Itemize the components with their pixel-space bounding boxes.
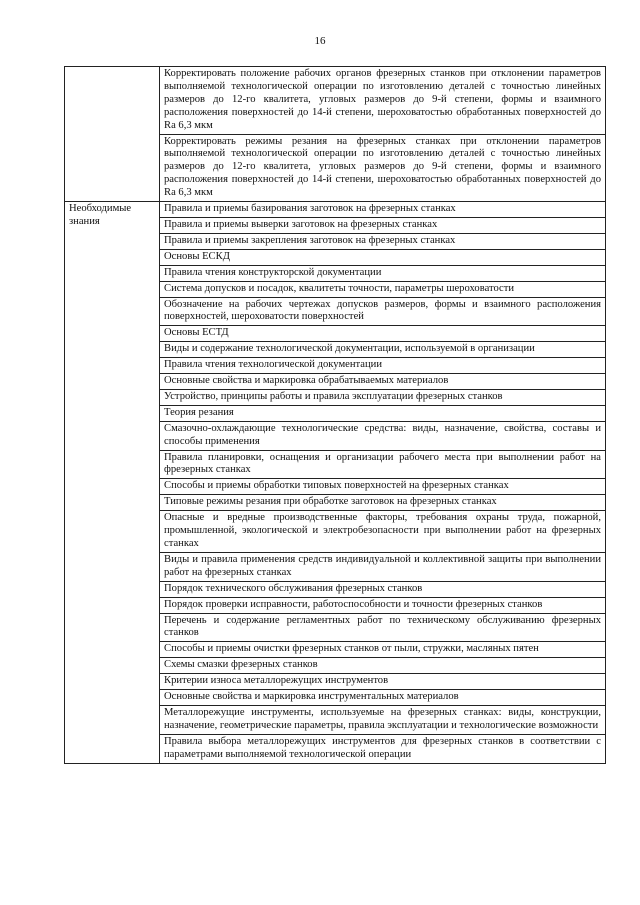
knowledge-cell-text: Порядок проверки исправности, работоспособности и точности фрезерных станков xyxy=(164,598,543,610)
knowledge-cell-text: Перечень и содержание регламентных работ по техническому обслуживанию фрезерных станков xyxy=(164,614,601,639)
knowledge-cell-text: Способы и приемы очистки фрезерных станков от пыли, стружки, масляных пятен xyxy=(164,643,539,655)
page-number: 16 xyxy=(314,35,326,47)
knowledge-cell xyxy=(160,389,606,405)
skill-cell xyxy=(160,67,606,135)
skill-cell xyxy=(160,134,606,202)
knowledge-cell-text: Опасные и вредные производственные факторы, требования охраны труда, пожарной, промышленной, экологической и электробезопасности при выполнении работ на фрезерных станках xyxy=(164,512,601,549)
knowledge-cell-text: Правила чтения технологической документации xyxy=(164,359,382,371)
knowledge-cell xyxy=(160,358,606,374)
knowledge-cell-text: Схемы смазки фрезерных станков xyxy=(164,659,318,671)
skills-label-cell xyxy=(65,67,160,202)
knowledge-cell xyxy=(160,597,606,613)
skill-cell-text: Корректировать положение рабочих органов фрезерных станков при отклонении параметров выполняемой технологической операции по изготовлению деталей с точностью линейных размеров до 12-го квалитета, угловых размеров до 9-й степени, формы и взаимного расположения поверхностей до 14-й степени, шероховатостью обработанных поверхностей до Ra 6,3 мкм xyxy=(164,68,601,131)
knowledge-cell xyxy=(160,552,606,581)
knowledge-cell-text: Теория резания xyxy=(164,406,234,418)
knowledge-cell-text: Критерии износа металлорежущих инструментов xyxy=(164,675,389,687)
knowledge-cell xyxy=(160,511,606,553)
knowledge-cell-text: Основные свойства и маркировка инструментальных материалов xyxy=(164,691,459,703)
knowledge-cell-text: Основные свойства и маркировка обрабатываемых материалов xyxy=(164,375,449,387)
knowledge-cell-text: Виды и содержание технологической документации, используемой в организации xyxy=(164,343,535,355)
table-row xyxy=(65,202,606,218)
knowledge-cell xyxy=(160,734,606,763)
knowledge-cell xyxy=(160,613,606,642)
knowledge-cell xyxy=(160,705,606,734)
knowledge-cell-text: Основы ЕСКД xyxy=(164,250,230,262)
skill-cell-text: Корректировать режимы резания на фрезерных станках при отклонении параметров выполняемой технологической операции по изготовлению деталей с точностью линейных размеров до 12-го квалитета, угловых размеров до 9-й степени, формы и взаимного расположения поверхностей до 14-й степени, шероховатостью обработанных поверхностей до Ra 6,3 мкм xyxy=(164,135,601,199)
knowledge-cell xyxy=(160,265,606,281)
knowledge-cell-text: Правила и приемы базирования заготовок на фрезерных станках xyxy=(164,203,456,215)
knowledge-cell-text: Способы и приемы обработки типовых поверхностей на фрезерных станках xyxy=(164,480,509,492)
knowledge-cell xyxy=(160,374,606,390)
knowledge-cell xyxy=(160,326,606,342)
knowledge-cell xyxy=(160,581,606,597)
knowledge-cell-text: Система допусков и посадок, квалитеты точности, параметры шероховатости xyxy=(164,282,515,294)
knowledge-cell xyxy=(160,281,606,297)
knowledge-cell-text: Металлорежущие инструменты, используемые на фрезерных станках: виды, конструкции, назначение, геометрические параметры, правила эксплуатации и технологические возможности xyxy=(164,706,601,731)
knowledge-cell xyxy=(160,495,606,511)
knowledge-cell xyxy=(160,450,606,479)
requirements-table xyxy=(64,66,606,764)
knowledge-cell xyxy=(160,405,606,421)
knowledge-cell-text: Типовые режимы резания при обработке заготовок на фрезерных станках xyxy=(164,496,497,508)
requirements-table-body xyxy=(65,67,606,764)
knowledge-cell-text: Правила планировки, оснащения и организации рабочего места при выполнении работ на фрезерных станках xyxy=(164,451,601,476)
knowledge-cell xyxy=(160,342,606,358)
table-row xyxy=(65,67,606,135)
knowledge-cell xyxy=(160,233,606,249)
knowledge-cell-text: Порядок технического обслуживания фрезерных станков xyxy=(164,582,423,594)
knowledge-cell-text: Виды и правила применения средств индивидуальной и коллективной защиты при выполнении работ на фрезерных станках xyxy=(164,553,601,578)
knowledge-label-cell xyxy=(65,202,160,764)
knowledge-label: Необходимые знания xyxy=(69,203,132,227)
knowledge-cell xyxy=(160,202,606,218)
knowledge-cell-text: Правила выбора металлорежущих инструментов для фрезерных станков в соответствии с параметрами выполняемой технологической операции xyxy=(164,735,601,760)
knowledge-cell-text: Правила и приемы закрепления заготовок на фрезерных станках xyxy=(164,234,456,246)
knowledge-cell xyxy=(160,479,606,495)
knowledge-cell xyxy=(160,249,606,265)
knowledge-cell-text: Правила и приемы выверки заготовок на фрезерных станках xyxy=(164,218,438,230)
knowledge-cell xyxy=(160,642,606,658)
knowledge-cell xyxy=(160,297,606,326)
knowledge-cell xyxy=(160,421,606,450)
knowledge-cell-text: Обозначение на рабочих чертежах допусков размеров, формы и взаимного расположения поверхностей, шероховатости поверхностей xyxy=(164,298,601,323)
knowledge-cell xyxy=(160,690,606,706)
knowledge-cell xyxy=(160,658,606,674)
knowledge-cell-text: Устройство, принципы работы и правила эксплуатации фрезерных станков xyxy=(164,390,503,402)
knowledge-cell-text: Смазочно-охлаждающие технологические средства: виды, назначение, свойства, составы и способы применения xyxy=(164,422,601,447)
knowledge-cell-text: Основы ЕСТД xyxy=(164,327,229,339)
knowledge-cell-text: Правила чтения конструкторской документации xyxy=(164,266,382,278)
knowledge-cell xyxy=(160,217,606,233)
knowledge-cell xyxy=(160,674,606,690)
